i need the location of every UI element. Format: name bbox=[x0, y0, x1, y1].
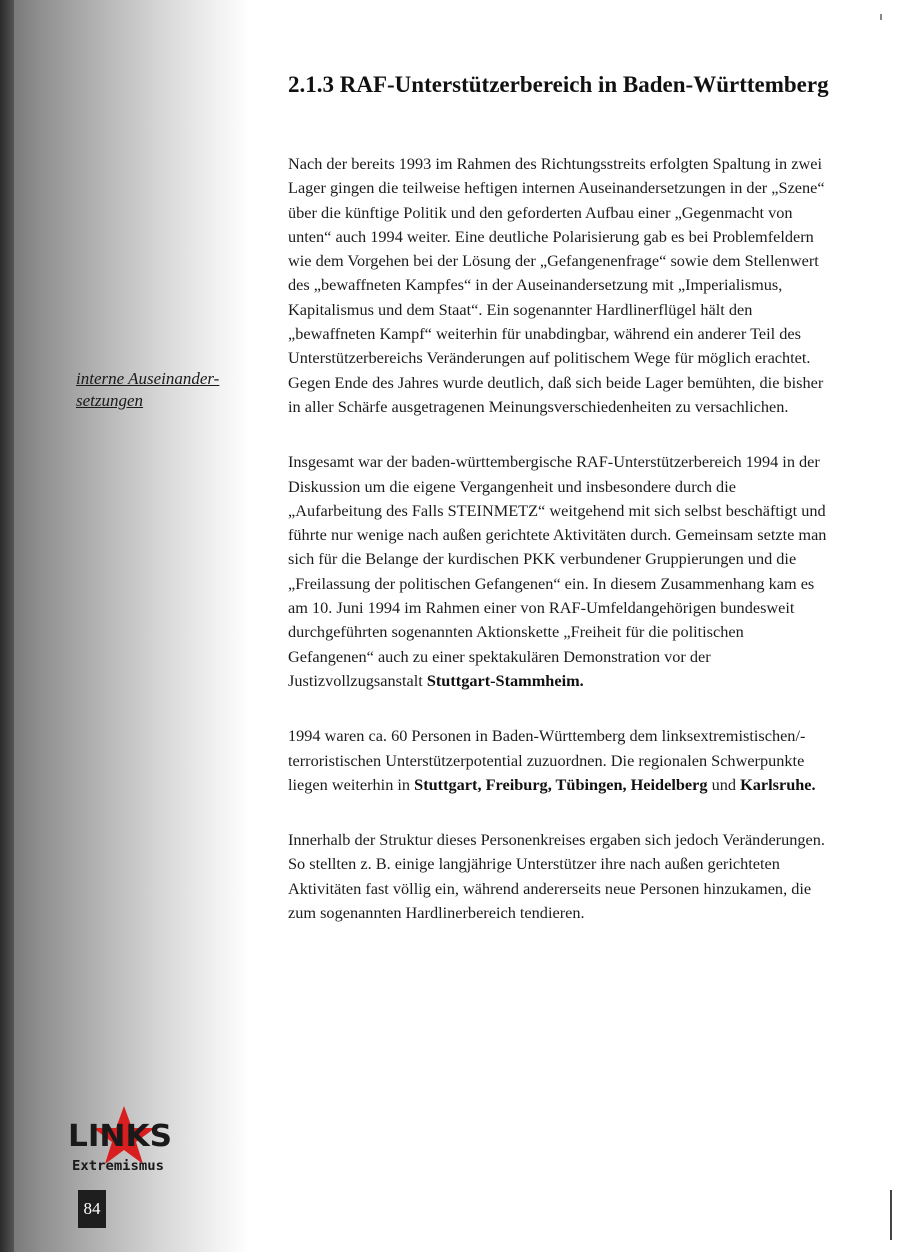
paragraph-2-text: Insgesamt war der baden-württembergische RAF-Unterstützerbereich 1994 in der Diskussion um die eigene Vergangenheit und insbesondere durch die „Aufarbeitung des Falls STEINMETZ“ weitgehend mit sich selbst beschäftigt und führte nur wenige nach außen gerichtete Aktivitäten durch. Gemeinsam setzte man sich für die Belange der kurdischen PKK verbundener Gruppierungen und die „Freilassung der politischen Gefangenen“ ein. In diesem Zusammenhang kam es am 10. Juni 1994 im Rahmen einer von RAF-Umfeldangehörigen bundesweit durchgeführten sogenannten Aktionskette „Freiheit für die politischen Gefangenen“ auch zu einer spektakulären Demonstration vor der Justizvollzugsanstalt bbox=[288, 452, 827, 690]
paragraph-3-conjunction: und bbox=[707, 774, 741, 794]
logo-subword: Extremismus bbox=[72, 1159, 164, 1174]
binding-edge bbox=[0, 0, 14, 1252]
paragraph-4-text: Innerhalb der Struktur dieses Personenkreises ergaben sich jedoch Veränderungen. So stellten z. B. einige langjährige Unterstützer ihre nach außen gerichteten Aktivitäten fast völlig ein, während andererseits neue Personen hinzukamen, die zum sogenannten Hardlinerbereich tendieren. bbox=[288, 830, 825, 923]
page-number: 84 bbox=[78, 1190, 106, 1228]
paragraph-1-text: Nach der bereits 1993 im Rahmen des Richtungsstreits erfolgten Spaltung in zwei Lager gingen die teilweise heftigen internen Auseinandersetzungen in der „Szene“ über die künftige Politik und den geforderten Aufbau einer „Gegenmacht von unten“ auch 1994 weiter. Eine deutliche Polarisierung gab es bei Problemfeldern wie dem Vorgehen bei der Lösung der „Gefangenenfrage“ sowie dem Stellenwert des „bewaffneten Kampfes“ in der Auseinandersetzung mit „Imperialismus, Kapitalismus und dem Staat“. Ein sogenannter Hardlinerflügel hält den „bewaffneten Kampf“ weiterhin für unabdingbar, während ein anderer Teil des Unterstützerbereichs Veränderungen auf politischem Wege für möglich erachtet. Gegen Ende des Jahres wurde deutlich, daß sich beide Lager bemühten, die bisher in aller Schärfe ausgetragenen Meinungsverschiedenheiten zu versachlichen. bbox=[288, 154, 825, 416]
logo-word: LINKS bbox=[68, 1119, 172, 1154]
paragraph-3-bold-cities: Stuttgart, Freiburg, Tübingen, Heidelberg bbox=[414, 774, 708, 794]
paragraph-4 bbox=[288, 828, 828, 925]
scan-mark bbox=[880, 14, 882, 20]
links-extremismus-logo bbox=[62, 1106, 182, 1176]
margin-band bbox=[0, 0, 250, 1252]
paragraph-2 bbox=[288, 450, 828, 693]
body-text bbox=[288, 152, 828, 956]
paragraph-3-bold-city: Karlsruhe. bbox=[740, 774, 816, 794]
paragraph-3-text: 1994 waren ca. 60 Personen in Baden-Württemberg dem linksextremistischen/-terroristischen Unterstützerpotential zuzuordnen. Die regionalen Schwerpunkte liegen weiterhin in bbox=[288, 726, 806, 794]
paragraph-2-bold: Stuttgart-Stammheim. bbox=[426, 670, 584, 690]
margin-note: interne Auseinander-setzungen bbox=[76, 369, 220, 410]
section-title: 2.1.3 RAF-Unterstützerbereich in Baden-Württemberg bbox=[288, 72, 829, 97]
paragraph-1 bbox=[288, 152, 828, 419]
paragraph-3 bbox=[288, 724, 828, 797]
page-edge-line bbox=[890, 1190, 892, 1240]
